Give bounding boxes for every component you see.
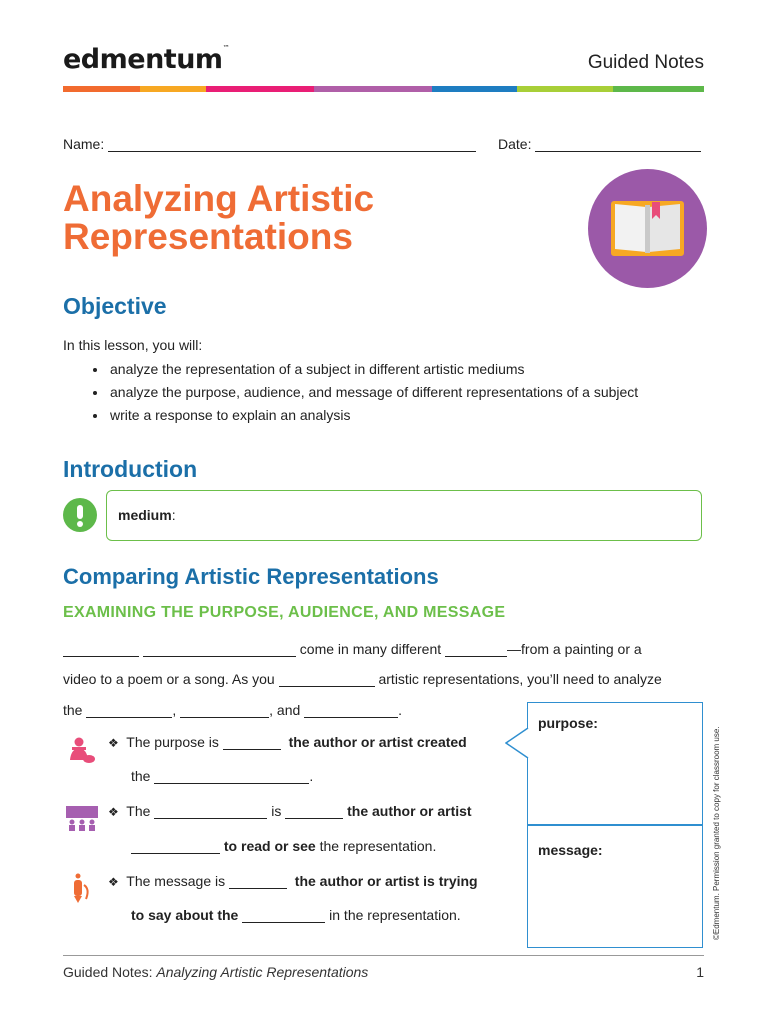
footer-title: Guided Notes: Analyzing Artistic Representations [63, 964, 369, 980]
comparing-heading: Comparing Artistic Representations [63, 564, 439, 589]
medium-term: medium [118, 507, 172, 523]
copyright-text: ©Edmentum. Permission granted to copy for classroom use. [712, 726, 721, 940]
author-icon [66, 735, 98, 772]
header-label: Guided Notes [587, 52, 704, 73]
medium-definition-box[interactable]: medium: [106, 490, 702, 541]
examining-subheading: EXAMINING THE PURPOSE, AUDIENCE, AND MESSAGE [63, 604, 506, 621]
paragraph-line-2: video to a poem or a song. As you artistic representations, you’ll need to analyze [63, 671, 662, 687]
purpose-line-1: ❖ The purpose is the author or artist created [108, 734, 467, 750]
purpose-line-2: the . [131, 768, 314, 784]
audience-line-2: to read or see the representation. [131, 838, 436, 854]
color-stripe [63, 86, 704, 92]
pen-icon [70, 871, 92, 912]
date-field[interactable] [498, 136, 701, 152]
date-label: Date: [498, 136, 532, 152]
message-note-box[interactable] [527, 825, 703, 948]
footer-divider [63, 955, 704, 956]
callout-pointer [505, 728, 529, 758]
introduction-heading: Introduction [63, 456, 198, 482]
name-field[interactable] [63, 136, 476, 152]
purpose-note-box[interactable] [527, 702, 703, 825]
book-icon [588, 169, 707, 288]
name-label: Name: [63, 136, 105, 152]
paragraph-line-3: the , , and . [63, 702, 403, 718]
message-box-label: message: [538, 842, 603, 858]
objective-heading: Objective [63, 293, 167, 319]
paragraph-line-1: come in many different —from a painting or a [63, 641, 642, 657]
objective-list [63, 358, 638, 427]
purpose-box-label: purpose: [538, 715, 598, 731]
objective-intro: In this lesson, you will: [63, 337, 203, 353]
audience-line-1: ❖ The is the author or artist [108, 803, 472, 819]
edmentum-logo: edmentum™ [63, 44, 230, 75]
exclamation-icon [63, 498, 97, 532]
page-title: Analyzing Artistic Representations [63, 178, 375, 257]
message-line-2: to say about the in the representation. [131, 907, 461, 923]
audience-icon [66, 806, 98, 839]
list-item: • analyze the purpose, audience, and message of different representations of a subject [108, 381, 638, 404]
message-line-1: ❖ The message is the author or artist is trying [108, 873, 478, 889]
list-item: • write a response to explain an analysis [108, 404, 638, 427]
page-number: 1 [696, 964, 704, 980]
list-item: • analyze the representation of a subject in different artistic mediums [108, 358, 638, 381]
